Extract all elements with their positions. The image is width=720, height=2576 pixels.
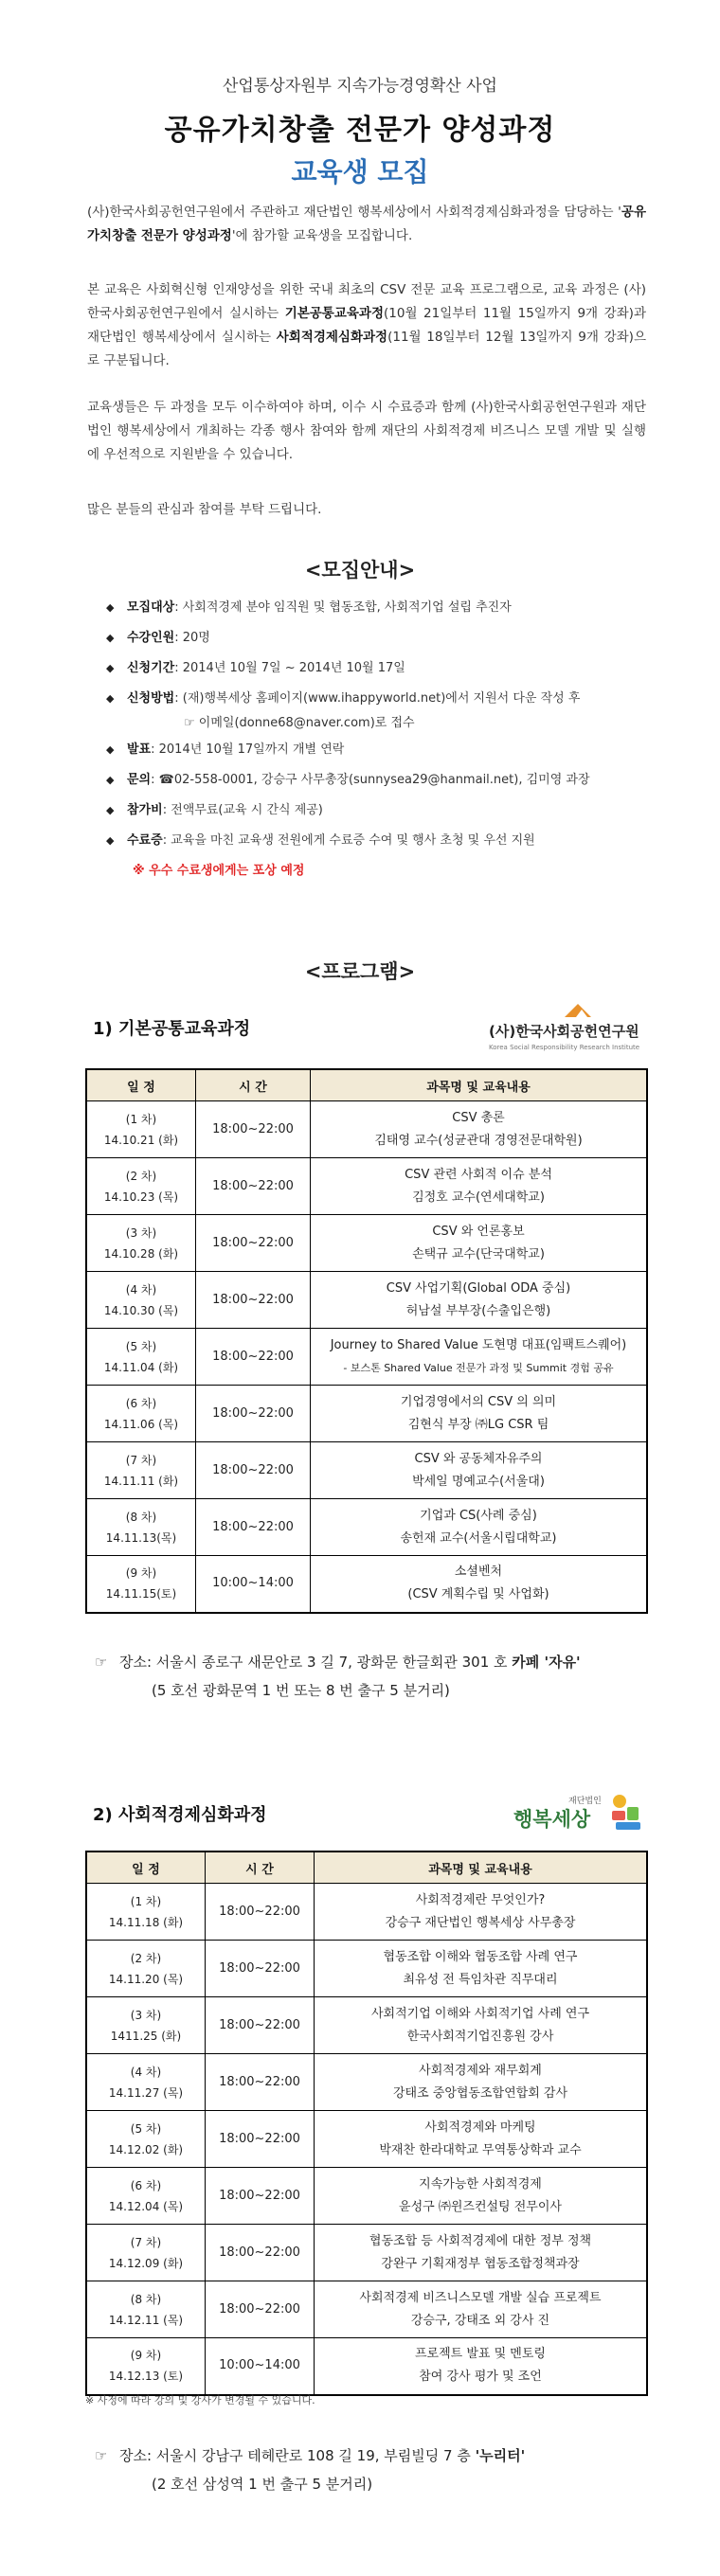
- venue-directions: (5 호선 광화문역 1 번 또는 8 번 출구 5 분거리): [152, 1682, 450, 1699]
- session-date: 14.12.11 (목): [108, 2313, 184, 2327]
- column-header-subject: 과목명 및 교육내용: [311, 1069, 648, 1101]
- intro-text: '에 참가할 교육생을 모집합니다.: [231, 228, 413, 243]
- happy-world-logo: [510, 1788, 648, 1843]
- session-date: 14.10.21 (화): [103, 1133, 179, 1147]
- info-item-apply-method: ◆ 신청방법: (재)행복세상 홈페이지(www.ihappyworld.net)에서 지원서 다운 작성 후: [106, 689, 656, 720]
- session-date: 14.11.15(토): [105, 1587, 177, 1601]
- session-cell: [86, 1499, 196, 1556]
- session-time: 18:00~22:00: [196, 1215, 311, 1272]
- column-header-date: 일 정: [86, 1852, 206, 1884]
- subject-cell: [315, 1941, 648, 1997]
- session-number: (6 차): [130, 2178, 162, 2192]
- table-row: [86, 1941, 647, 1997]
- session-date: 14.11.04 (화): [103, 1360, 179, 1374]
- subject-cell: [311, 1329, 648, 1386]
- session-number: (8 차): [125, 1510, 157, 1524]
- course2-venue: [95, 2442, 663, 2498]
- intro-text: (10월 21일부터 11월 15일까지 9개 강좌)과 재단법인 행복세상에서 실시하는: [87, 306, 646, 345]
- subject-title: CSV 사업기획(Global ODA 중심): [386, 1280, 571, 1296]
- session-time: 18:00~22:00: [196, 1499, 311, 1556]
- course1-venue: [95, 1648, 663, 1705]
- diamond-bullet-icon: ◆: [106, 804, 115, 816]
- session-cell: [86, 1941, 206, 1997]
- intro-paragraph-1: [87, 201, 646, 248]
- column-header-date: 일 정: [86, 1069, 196, 1101]
- subject-title: 지속가능한 사회적경제: [419, 2176, 542, 2191]
- diamond-bullet-icon: ◆: [106, 601, 115, 614]
- session-number: (2 차): [125, 1169, 157, 1183]
- program-sponsor: 산업통상자원부 지속가능경영확산 사업: [223, 77, 497, 96]
- pointing-hand-icon: ☞: [95, 2447, 108, 2464]
- subject-cell: [311, 1101, 648, 1158]
- subject-title: 사회적경제와 재무회계: [419, 2063, 542, 2078]
- session-time: 18:00~22:00: [206, 2281, 315, 2338]
- table-header-row: [86, 1069, 647, 1101]
- session-number: (4 차): [130, 2065, 162, 2079]
- intro-text: 본 교육은 사회혁신형 인재양성을 위한 국내 최초의 CSV 전문 교육 프로그램으로, 교육 과정은 (사)한국사회공헌연구원에서 실시하는: [87, 282, 646, 321]
- happy-world-logo-name: 행복세상: [513, 1808, 591, 1831]
- info-item-contact: ◆ 문의: ☎02-558-0001, 강승구 사무총장(sunnysea29@hanmail.net), 김미영 과장: [106, 771, 656, 801]
- session-number: (9 차): [130, 2349, 162, 2363]
- subject-title: 협동조합 등 사회적경제에 대한 정부 정책: [369, 2233, 592, 2248]
- session-time: 18:00~22:00: [206, 2111, 315, 2168]
- table-row: [86, 1386, 647, 1442]
- session-time: 18:00~22:00: [196, 1272, 311, 1329]
- column-header-subject: 과목명 및 교육내용: [315, 1852, 648, 1884]
- session-time: 18:00~22:00: [196, 1329, 311, 1386]
- session-number: (5 차): [125, 1339, 157, 1353]
- session-number: (5 차): [130, 2121, 162, 2136]
- lecturer: 김태영 교수(성균관대 경영전문대학원): [374, 1133, 583, 1148]
- lecturer: 손택규 교수(단국대학교): [412, 1246, 545, 1261]
- subject-title: 사회적경제란 무엇인가?: [415, 1892, 546, 1907]
- session-time: 18:00~22:00: [206, 1997, 315, 2054]
- venue-line: ☞ 장소: 서울시 종로구 새문안로 3 길 7, 광화문 한글회관 301 호 카페 '자유': [95, 1648, 663, 1676]
- session-cell: [86, 1329, 196, 1386]
- intro-text: (사)한국사회공헌연구원에서 주관하고 재단법인 행복세상에서 사회적경제심화과정을 담당하는 ': [87, 205, 621, 220]
- session-date: 1411.25 (화): [110, 2029, 182, 2043]
- session-cell: [86, 2225, 206, 2281]
- diamond-bullet-icon: ◆: [106, 774, 115, 786]
- table-row: [86, 1556, 647, 1613]
- session-number: (3 차): [125, 1225, 157, 1240]
- session-time: 18:00~22:00: [196, 1386, 311, 1442]
- diamond-bullet-icon: ◆: [106, 632, 115, 644]
- diamond-bullet-icon: ◆: [106, 692, 115, 705]
- session-cell: [86, 1556, 196, 1613]
- lecturer: 최유성 전 특임차관 직무대리: [403, 1972, 558, 1987]
- table-row: [86, 2225, 647, 2281]
- session-cell: [86, 2338, 206, 2395]
- subject-title: 기업경영에서의 CSV 의 의미: [400, 1394, 557, 1409]
- intro-paragraph-4: 많은 분들의 관심과 참여를 부탁 드립니다.: [87, 502, 322, 517]
- session-number: (1 차): [125, 1112, 157, 1126]
- session-number: (4 차): [125, 1282, 157, 1297]
- page-subtitle: 교육생 모집: [291, 156, 429, 188]
- pointing-hand-icon: ☞: [95, 1654, 108, 1671]
- session-date: 14.10.23 (목): [103, 1190, 179, 1204]
- table-row: [86, 1215, 647, 1272]
- kosri-logo: [485, 1002, 646, 1055]
- course2-table-body: [86, 1884, 647, 2395]
- diamond-bullet-icon: ◆: [106, 743, 115, 756]
- session-cell: [86, 1272, 196, 1329]
- subject-title: 사회적경제와 마케팅: [424, 2120, 536, 2135]
- venue-directions: (2 호선 삼성역 1 번 출구 5 분거리): [152, 2476, 373, 2493]
- course2-title: 2) 사회적경제심화과정: [93, 1805, 267, 1825]
- table-row: [86, 1158, 647, 1215]
- session-cell: [86, 1884, 206, 1941]
- session-cell: [86, 2168, 206, 2225]
- session-date: 14.11.20 (목): [108, 1972, 184, 1986]
- subject-cell: [311, 1386, 648, 1442]
- table-row: [86, 1442, 647, 1499]
- session-number: (7 차): [130, 2235, 162, 2249]
- column-header-time: 시 간: [206, 1852, 315, 1884]
- lecturer: 강완구 기획재정부 협동조합정책과장: [381, 2256, 580, 2271]
- intro-emphasis: 기본공통교육과정: [284, 306, 385, 321]
- course1-table-body: [86, 1101, 647, 1613]
- session-time: 18:00~22:00: [196, 1101, 311, 1158]
- venue-line: ☞ 장소: 서울시 강남구 테헤란로 108 길 19, 부림빌딩 7 층 '누리터': [95, 2442, 663, 2470]
- subject-title: CSV 와 언론홍보: [432, 1224, 525, 1239]
- subject-title: 프로젝트 발표 및 멘토링: [415, 2347, 546, 2362]
- subject-cell: [311, 1215, 648, 1272]
- session-cell: [86, 1215, 196, 1272]
- subject-cell: [315, 2225, 648, 2281]
- session-time: 18:00~22:00: [206, 1884, 315, 1941]
- session-time: 18:00~22:00: [206, 2168, 315, 2225]
- session-time: 10:00~14:00: [206, 2338, 315, 2395]
- subject-cell: [315, 2168, 648, 2225]
- table-row: [86, 2281, 647, 2338]
- info-item-announcement: ◆ 발표: 2014년 10월 17일까지 개별 연락: [106, 741, 656, 771]
- session-cell: [86, 2054, 206, 2111]
- lecturer: 박재찬 한라대학교 무역통상학과 교수: [379, 2142, 582, 2157]
- table-row: [86, 1272, 647, 1329]
- intro-paragraph-2: [87, 278, 646, 373]
- subject-title: CSV 총론: [452, 1110, 505, 1125]
- intro-text: (11월 18일부터 12월 13일까지 9개 강좌)으로 구분됩니다.: [87, 330, 646, 368]
- intro-emphasis: 공유가치창출 전문가 양성과정: [87, 205, 646, 243]
- session-date: 14.10.30 (목): [103, 1303, 179, 1317]
- subject-cell: [315, 1884, 648, 1941]
- lecturer: 참여 강사 평가 및 조언: [419, 2370, 542, 2385]
- lecturer: 윤성구 ㈜윈즈컨설팅 전무이사: [399, 2199, 562, 2214]
- session-date: 14.12.09 (화): [108, 2256, 184, 2270]
- subject-title: 사회적경제 비즈니스모델 개발 실습 프로젝트: [359, 2290, 602, 2305]
- schedule-change-footnote: ※ 사정에 따라 강의 및 강사가 변경될 수 있습니다.: [85, 2394, 315, 2406]
- table-row: [86, 1499, 647, 1556]
- subject-cell: [315, 2281, 648, 2338]
- info-item-target: ◆ 모집대상: 사회적경제 분야 임직원 및 협동조합, 사회적기업 설립 추진자: [106, 599, 656, 629]
- session-cell: [86, 1442, 196, 1499]
- session-date: 14.12.04 (목): [108, 2199, 184, 2213]
- subject-cell: [315, 2054, 648, 2111]
- course1-schedule-table: [85, 1068, 648, 1614]
- subject-cell: [311, 1158, 648, 1215]
- session-time: 18:00~22:00: [206, 1941, 315, 1997]
- session-date: 14.11.27 (목): [108, 2085, 184, 2100]
- kosri-logo-graphic: [485, 1002, 646, 1055]
- session-date: 14.12.13 (토): [108, 2370, 184, 2384]
- lecturer: 강태조 중앙협동조합연합회 감사: [392, 2085, 568, 2101]
- lecturer: - 보스톤 Shared Value 전문가 과정 및 Summit 경험 공유: [343, 1361, 614, 1374]
- table-row: [86, 1884, 647, 1941]
- lecturer: 허남설 부부장(수출입은행): [405, 1303, 551, 1318]
- info-item-period: ◆ 신청기간: 2014년 10월 7일 ~ 2014년 10월 17일: [106, 659, 656, 689]
- session-number: (9 차): [125, 1566, 157, 1581]
- session-cell: [86, 1158, 196, 1215]
- lecturer: (CSV 계획수립 및 사업화): [407, 1587, 549, 1602]
- session-cell: [86, 2111, 206, 2168]
- happy-world-logo-graphic: [510, 1788, 648, 1843]
- session-date: 14.12.02 (화): [108, 2142, 184, 2156]
- session-cell: [86, 1101, 196, 1158]
- course1-title: 1) 기본공통교육과정: [93, 1019, 251, 1039]
- subject-title: 소셜벤처: [454, 1565, 503, 1580]
- subject-cell: [311, 1556, 648, 1613]
- session-date: 14.11.11 (화): [103, 1474, 179, 1488]
- lecturer: 박세일 명예교수(서울대): [412, 1474, 545, 1489]
- subject-title: Journey to Shared Value 도현명 대표(임팩트스퀘어): [330, 1337, 627, 1352]
- page-title: 공유가치창출 전문가 양성과정: [164, 114, 556, 147]
- table-row: [86, 2168, 647, 2225]
- program-heading: <프로그램>: [304, 960, 416, 983]
- session-number: (3 차): [130, 2008, 162, 2022]
- subject-title: 협동조합 이해와 협동조합 사례 연구: [383, 1949, 578, 1964]
- session-time: 18:00~22:00: [206, 2225, 315, 2281]
- recruit-info-list: [106, 599, 656, 890]
- session-date: 14.11.13(목): [105, 1530, 177, 1545]
- subject-cell: [315, 1997, 648, 2054]
- diamond-bullet-icon: ◆: [106, 834, 115, 847]
- session-time: 18:00~22:00: [196, 1442, 311, 1499]
- lecturer: 강승구 재단법인 행복세상 사무총장: [385, 1915, 576, 1930]
- session-time: 18:00~22:00: [196, 1158, 311, 1215]
- table-row: [86, 2054, 647, 2111]
- session-date: 14.11.18 (화): [108, 1915, 184, 1929]
- lecturer: 김정호 교수(연세대학교): [412, 1190, 545, 1205]
- session-cell: [86, 1997, 206, 2054]
- subject-title: CSV 와 공동체자유주의: [414, 1451, 543, 1466]
- session-number: (8 차): [130, 2292, 162, 2306]
- apply-email: ☞ 이메일(donne68@naver.com)로 접수: [184, 716, 415, 730]
- lecturer: 김현식 부장 ㈜LG CSR 팀: [407, 1417, 549, 1432]
- info-item-fee: ◆ 참가비: 전액무료(교육 시 간식 제공): [106, 801, 656, 832]
- table-row: [86, 1101, 647, 1158]
- intro-emphasis: 사회적경제심화과정: [276, 330, 388, 345]
- session-number: (7 차): [125, 1453, 157, 1467]
- award-note: ※ 우수 수료생에게는 포상 예정: [133, 864, 305, 878]
- lecturer: 강승구, 강태조 외 강사 진: [410, 2313, 550, 2328]
- subject-title: 사회적기업 이해와 사회적기업 사례 연구: [370, 2006, 589, 2021]
- session-number: (6 차): [125, 1396, 157, 1410]
- info-item-capacity: ◆ 수강인원: 20명: [106, 629, 656, 659]
- subject-cell: [311, 1499, 648, 1556]
- lecturer: 한국사회적기업진흥원 강사: [406, 2029, 554, 2044]
- kosri-logo-name: (사)한국사회공헌연구원: [489, 1023, 639, 1040]
- session-time: 18:00~22:00: [206, 2054, 315, 2111]
- table-row: [86, 1997, 647, 2054]
- session-number: (1 차): [130, 1894, 162, 1908]
- kosri-logo-subtitle: Korea Social Responsibility Research Institute: [489, 1044, 640, 1051]
- table-row: [86, 2338, 647, 2395]
- diamond-bullet-icon: ◆: [106, 662, 115, 674]
- subject-title: 기업과 CS(사례 중심): [420, 1508, 537, 1523]
- table-row: [86, 2111, 647, 2168]
- session-cell: [86, 2281, 206, 2338]
- intro-paragraph-3: 교육생들은 두 과정을 모두 이수하여야 하며, 이수 시 수료증과 함께 (사)한국사회공헌연구원과 재단법인 행복세상에서 개최하는 각종 행사 참여와 함께 재단의 사회적경제 비즈니스 모델 개발 및 실행에 우선적으로 지원받을 수 있습니다.: [87, 400, 646, 462]
- subject-cell: [311, 1442, 648, 1499]
- subject-title: CSV 관련 사회적 이슈 분석: [405, 1167, 552, 1182]
- column-header-time: 시 간: [196, 1069, 311, 1101]
- table-header-row: [86, 1852, 647, 1884]
- session-date: 14.11.06 (목): [103, 1417, 179, 1431]
- subject-cell: [311, 1272, 648, 1329]
- happy-world-logo-subtitle: 재단법인: [568, 1797, 602, 1806]
- session-number: (2 차): [130, 1951, 162, 1965]
- info-item-certificate: ◆ 수료증: 교육을 마친 교육생 전원에게 수료증 수여 및 행사 초청 및 우선 지원: [106, 832, 656, 862]
- lecturer: 송헌재 교수(서울시립대학교): [400, 1530, 557, 1546]
- subject-cell: [315, 2338, 648, 2395]
- recruit-info-heading: <모집안내>: [304, 559, 416, 581]
- subject-cell: [315, 2111, 648, 2168]
- table-row: [86, 1329, 647, 1386]
- session-date: 14.10.28 (화): [103, 1246, 179, 1261]
- session-time: 10:00~14:00: [196, 1556, 311, 1613]
- course2-schedule-table: [85, 1851, 648, 2396]
- session-cell: [86, 1386, 196, 1442]
